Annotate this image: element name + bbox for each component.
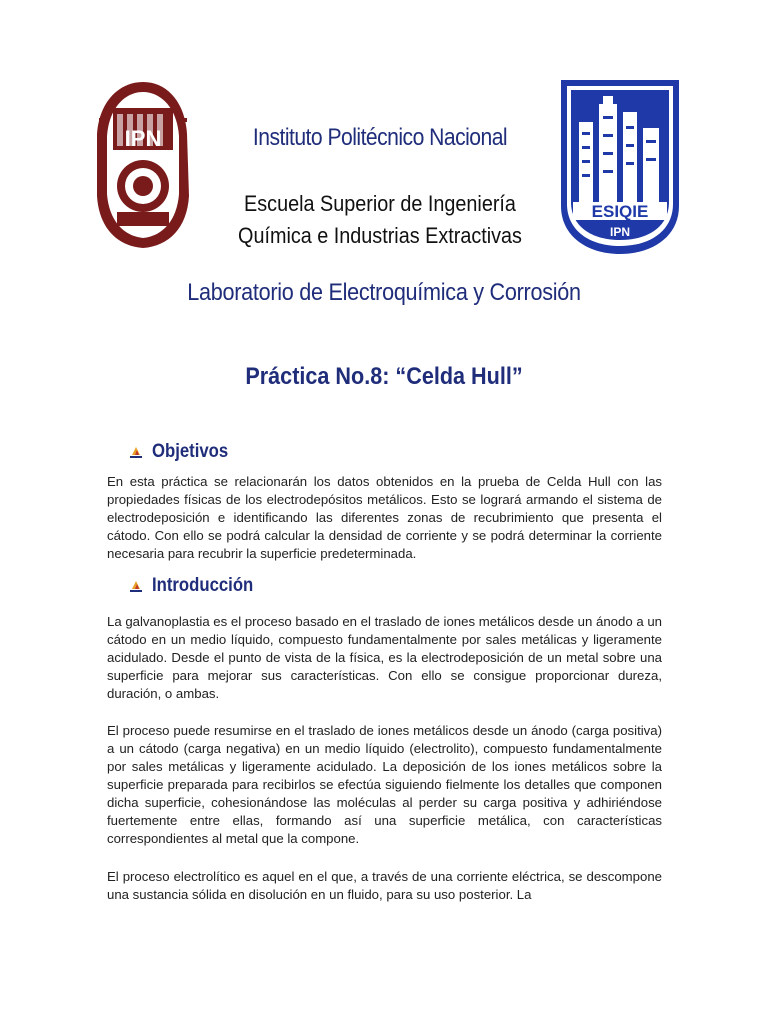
school-line-1: Escuela Superior de Ingeniería: [244, 191, 516, 216]
objetivos-paragraph: En esta práctica se relacionarán los datos obtenidos en la prueba de Celda Hull con las propiedades físicas de los electrodepósitos metálicos. Esto se logrará armando el sistema de electrodeposición e identificando las diferentes zonas de recubrimiento que presenta el cátodo. Con ello se podrá calcular la densidad de corriente y se podrá determinar la corriente necesaria para recubrir la superficie predeterminada.: [107, 474, 662, 561]
svg-text:ESIQIE: ESIQIE: [591, 202, 649, 221]
ipn-logo: [97, 78, 189, 250]
svg-text:IPN: IPN: [124, 126, 162, 151]
svg-text:IPN: IPN: [609, 225, 631, 239]
introduccion-paragraph-2: El proceso puede resumirse en el traslado de iones metálicos desde un ánodo (carga positiva) a un cátodo (carga negativa) en un medio líquido (electrolito), compuesto fundamentalmente por sales metálicas y ligeramente acidulado. La deposición de los iones metálicos sobre la superficie preparada para recibirlos se efectúa siguiendo fielmente los detalles que componen dicha superficie, cohesionándose las moléculas al perder su carga positiva y adhiriéndose fuertemente entre ellas, formando así una superficie metálica, con características correspondientes al metal que la compone.: [107, 723, 662, 846]
school-name: [223, 188, 536, 252]
section-heading-objetivos: [128, 440, 239, 464]
section-title: Objetivos: [152, 441, 229, 462]
institute-name: Instituto Politécnico Nacional: [252, 124, 508, 151]
introduccion-paragraph-1: La galvanoplastia es el proceso basado en el traslado de iones metálicos desde un ánodo a un cátodo en un medio líquido, compuesto fundamentalmente por sales metálicas y ligeramente acidulado. Desde el punto de vista de la física, es la electrodeposición de un metal sobre una superficie para mejorar sus características. Con ello se consigue proporcionar dureza, duración, o ambas.: [107, 614, 662, 701]
laboratory-title: Laboratorio de Electroquímica y Corrosión: [187, 279, 581, 306]
school-line-2: Química e Industrias Extractivas: [238, 223, 522, 248]
bullet-icon: [128, 444, 144, 460]
introduccion-paragraph-3: El proceso electrolítico es aquel en el que, a través de una corriente eléctrica, se descompone una sustancia sólida en disolución en un fluido, para su uso posterior. La: [107, 869, 662, 902]
section-title: Introducción: [152, 575, 254, 596]
practice-title: Práctica No.8: “Celda Hull”: [245, 363, 523, 390]
section-heading-introduccion: [128, 574, 267, 598]
bullet-icon: [128, 578, 144, 594]
esiqie-logo: [557, 76, 683, 256]
